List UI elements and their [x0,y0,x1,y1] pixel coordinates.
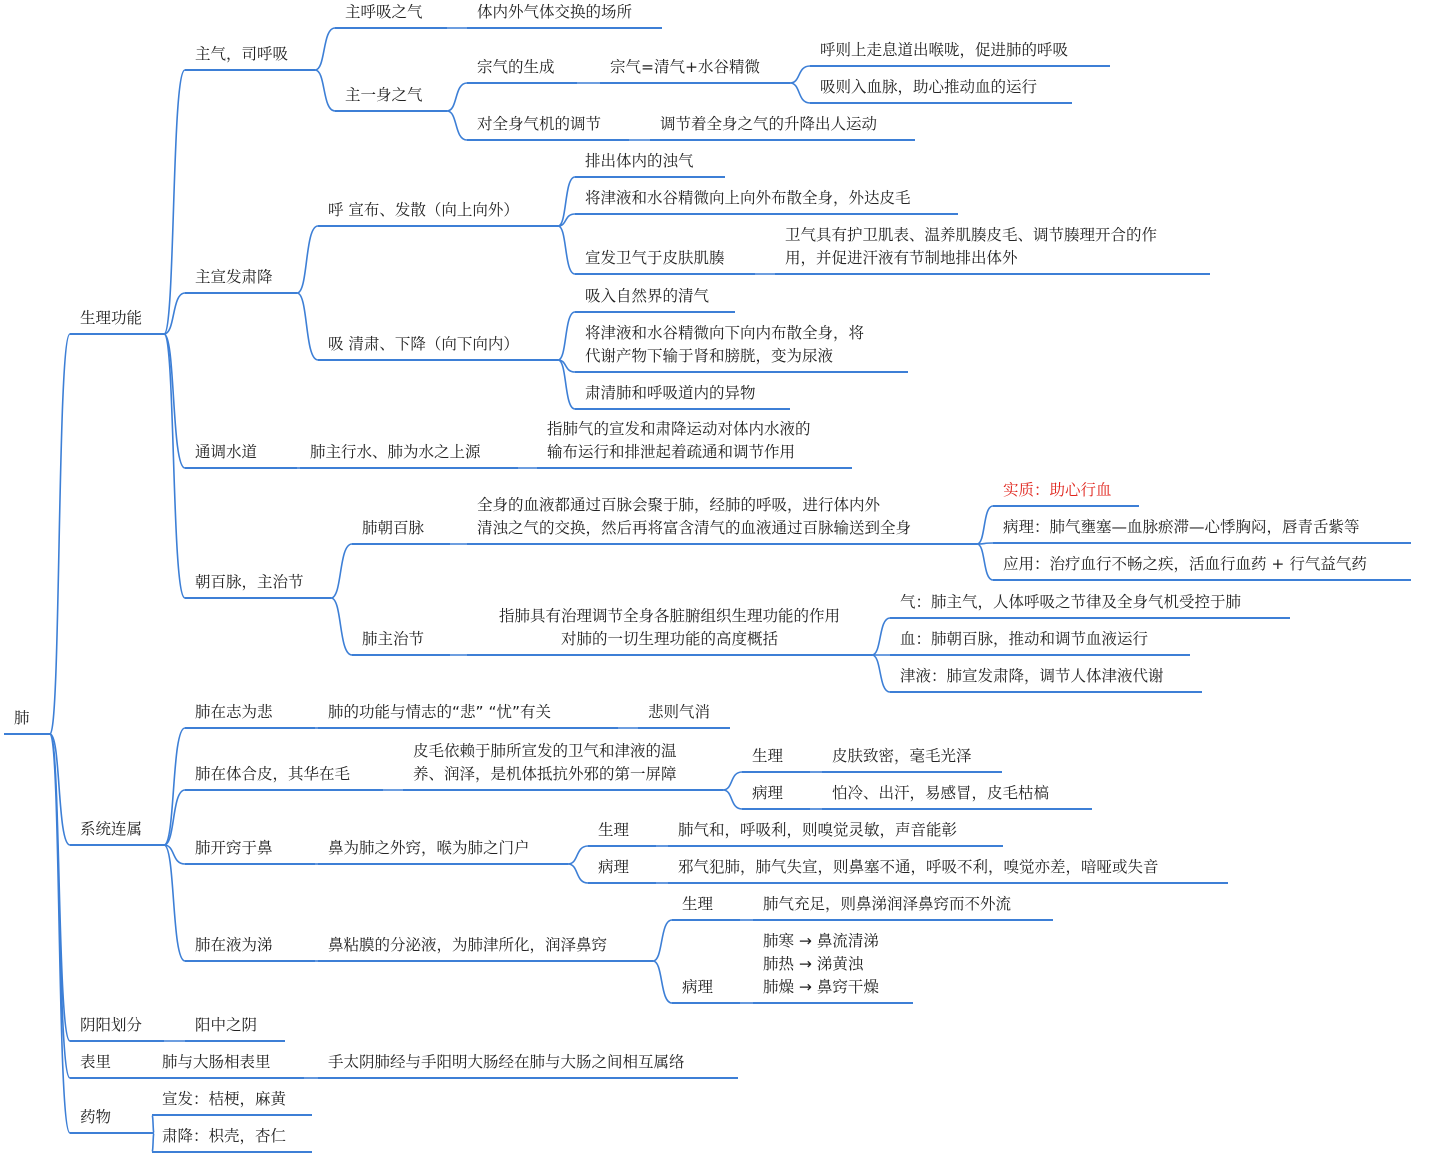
node-text: 系统连属 [80,820,143,838]
node-e2x1y[interactable] [822,745,1002,773]
node-text: 肺主行水、肺为水之上源 [310,443,481,461]
node-b21[interactable] [575,285,735,313]
node-a22x[interactable] [650,113,915,141]
node-text: 病理 [682,978,714,996]
node-h2[interactable] [152,1125,312,1153]
node-text: 肺主治节 [362,630,425,648]
node-d1x2[interactable] [993,516,1411,544]
node-d2x3[interactable] [890,665,1202,693]
node-text: 排出体内的浊气 [585,152,694,170]
node-text: 养、润泽，是机体抵抗外邪的第一屏障 [413,765,677,783]
node-a21x2[interactable] [810,76,1072,104]
node-text: 指肺气的宣发和肃降运动对体内水液的 [547,420,811,438]
node-text: 清浊之气的交换，然后再将富含清气的血液通过百脉输送到全身 [477,519,912,537]
node-text: 悲则气消 [648,703,711,721]
node-a1x[interactable] [467,1,662,29]
node-text: 吸则入血脉，助心推动血的运行 [820,78,1038,96]
node-e2x2[interactable] [742,782,810,810]
node-text: 鼻为肺之外窍，喉为肺之门户 [328,839,530,857]
node-d1x1[interactable] [993,479,1139,507]
node-a21x[interactable] [600,56,790,84]
node-text: 肺在志为悲 [195,703,273,721]
node-text: 吸 清肃、下降（向下向内） [328,335,519,353]
node-e2x1[interactable] [742,745,810,773]
node-e3x2y[interactable] [668,856,1228,884]
node-text: 肺在体合皮，其华在毛 [195,765,351,783]
node-text: 邪气犯肺，肺气失宣，则鼻塞不通，呼吸不利，嗅觉亦差，喑哑或失音 [678,858,1159,876]
node-n1_1[interactable] [185,43,315,71]
node-text: 通调水道 [195,443,258,461]
node-e3x[interactable] [318,837,568,865]
node-e2[interactable] [185,763,383,791]
node-a21[interactable] [467,56,577,84]
node-h1[interactable] [152,1088,312,1116]
node-text: 呼则上走息道出喉咙，促进肺的呼吸 [820,41,1069,59]
node-text: 主宣发肃降 [195,268,273,286]
node-text: 生理功能 [80,309,143,327]
node-text: 调节着全身之气的升降出人运动 [660,115,878,133]
node-text: 宣发：桔梗，麻黄 [162,1090,287,1108]
node-text: 阳中之阴 [195,1016,258,1034]
node-d2x[interactable] [467,605,872,656]
node-text: 代谢产物下输于肾和膀胱，变为尿液 [585,347,834,365]
node-n1_2[interactable] [185,266,297,294]
node-e4x2[interactable] [672,976,740,1004]
node-text: 肺气充足，则鼻涕润泽鼻窍而不外流 [763,895,1012,913]
node-e4x[interactable] [318,934,653,962]
node-text: 病理：肺气壅塞—血脉瘀滞—心悸胸闷，唇青舌紫等 [1003,518,1360,536]
node-f1[interactable] [185,1014,285,1042]
node-text: 全身的血液都通过百脉会聚于肺，经肺的呼吸，进行体内外 [477,496,881,514]
node-text: 宗气=清气+水谷精微 [610,58,760,76]
node-text: 肺的功能与情志的“悲” “忧”有关 [328,703,552,721]
node-n3[interactable] [70,1014,164,1042]
node-text: 肺 [14,709,30,727]
node-text: 药物 [80,1108,112,1126]
node-text: 朝百脉，主治节 [195,573,304,591]
node-text: 肺与大肠相表里 [162,1053,271,1071]
node-d1x3[interactable] [993,553,1411,581]
node-text: 肺朝百脉 [362,519,425,537]
node-e3x1y[interactable] [668,819,1003,847]
node-text: 皮毛依赖于肺所宣发的卫气和津液的温 [413,742,677,760]
node-text: 肺在液为涕 [195,936,273,954]
node-text: 津液：肺宣发肃降，调节人体津液代谢 [900,667,1164,685]
node-text: 指肺具有治理调节全身各脏腑组织生理功能的作用 [498,607,840,625]
node-text: 肺气和，呼吸利，则嗅觉灵敏，声音能彰 [678,821,958,839]
node-root[interactable] [4,707,50,735]
node-text: 主呼吸之气 [345,3,423,21]
node-text: 生理 [752,747,784,765]
node-text: 生理 [598,821,630,839]
node-a21x1[interactable] [810,39,1110,67]
node-text: 用，并促进汗液有节制地排出体外 [785,249,1018,267]
node-b12[interactable] [575,187,958,215]
node-e3x1[interactable] [588,819,656,847]
node-a22[interactable] [467,113,629,141]
node-text: 将津液和水谷精微向上向外布散全身，外达皮毛 [585,189,911,207]
node-text: 阴阳划分 [80,1016,143,1034]
node-text: 输布运行和排泄起着疏通和调节作用 [547,443,796,461]
node-d2[interactable] [352,628,450,656]
node-text: 气：肺主气，人体呼吸之节律及全身气机受控于肺 [900,593,1242,611]
node-d2x1[interactable] [890,591,1290,619]
node-g1x[interactable] [318,1051,738,1079]
node-e3[interactable] [185,837,315,865]
node-c1x[interactable] [537,418,852,469]
node-text: 对肺的一切生理功能的高度概括 [560,630,778,648]
node-text: 卫气具有护卫肌表、温养肌腠皮毛、调节腠理开合的作 [785,226,1158,244]
node-b23[interactable] [575,382,790,410]
node-text: 体内外气体交换的场所 [477,3,633,21]
node-text: 皮肤致密，毫毛光泽 [832,747,972,765]
node-text: 肺燥 → 鼻窍干燥 [763,978,879,996]
node-n1_4[interactable] [185,571,331,599]
node-b11[interactable] [575,150,725,178]
node-n2[interactable] [70,818,164,846]
node-d1[interactable] [352,517,450,545]
node-g1[interactable] [152,1051,304,1079]
node-text: 肃降：枳壳，杏仁 [162,1127,287,1145]
node-text: 血：肺朝百脉，推动和调节血液运行 [900,630,1149,648]
node-e4x2y[interactable] [753,930,913,1004]
node-text: 肃清肺和呼吸道内的异物 [585,384,756,402]
node-text: 呼 宣布、发散（向上向外） [328,201,519,219]
node-text: 鼻粘膜的分泌液，为肺津所化，润泽鼻窍 [328,936,608,954]
node-c1[interactable] [300,441,518,469]
node-text: 对全身气机的调节 [477,115,602,133]
node-d1x[interactable] [467,494,977,545]
node-e4x1[interactable] [672,893,740,921]
node-b22[interactable] [575,322,908,373]
node-e1y[interactable] [638,701,730,729]
node-b13x[interactable] [775,224,1210,275]
node-n4[interactable] [70,1051,154,1079]
node-n1_3[interactable] [185,441,297,469]
node-text: 主气，司呼吸 [195,45,289,63]
node-text: 病理 [598,858,630,876]
node-n5[interactable] [70,1106,154,1134]
node-text: 表里 [80,1053,112,1071]
node-b2[interactable] [318,333,558,361]
node-text: 宗气的生成 [477,58,555,76]
node-b1[interactable] [318,199,558,227]
node-n1[interactable] [70,307,164,335]
node-text: 手太阴肺经与手阳明大肠经在肺与大肠之间相互属络 [328,1053,685,1071]
node-text: 病理 [752,784,784,802]
node-text: 生理 [682,895,714,913]
node-text: 肺开窍于鼻 [195,839,273,857]
node-text: 宣发卫气于皮肤肌腠 [585,249,725,267]
node-text: 实质：助心行血 [1003,481,1112,499]
node-e2x2y[interactable] [822,782,1092,810]
node-text: 吸入自然界的清气 [585,287,710,305]
node-a1[interactable] [335,1,447,29]
node-e4x1y[interactable] [753,893,1053,921]
node-e1[interactable] [185,701,315,729]
node-e4[interactable] [185,934,315,962]
node-e2x[interactable] [403,740,723,791]
node-a2[interactable] [335,84,447,112]
node-text: 肺热 → 涕黄浊 [763,955,864,973]
node-text: 应用：治疗血行不畅之疾，活血行血药 + 行气益气药 [1003,555,1367,573]
node-b13[interactable] [575,247,755,275]
node-d2x2[interactable] [890,628,1190,656]
node-e3x2[interactable] [588,856,656,884]
node-text: 怕冷、出汗，易感冒，皮毛枯槁 [832,784,1050,802]
node-text: 将津液和水谷精微向下向内布散全身，将 [585,324,865,342]
node-text: 主一身之气 [345,86,423,104]
node-e1x[interactable] [318,701,618,729]
node-text: 肺寒 → 鼻流清涕 [763,932,879,950]
